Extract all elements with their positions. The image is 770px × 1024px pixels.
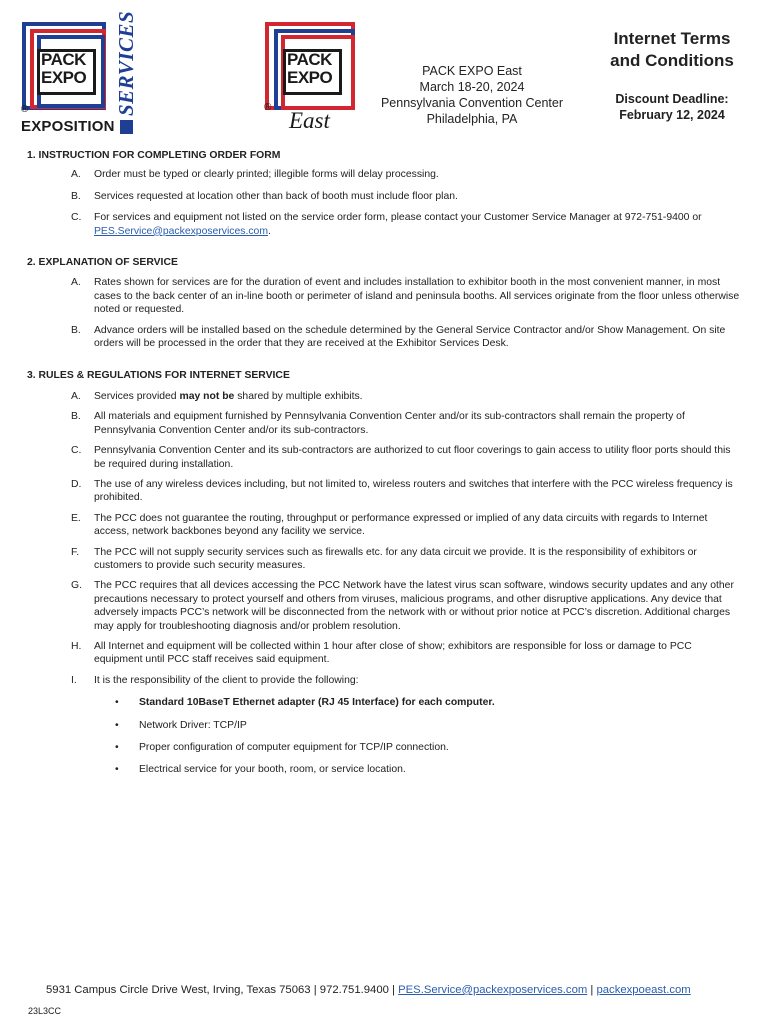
- bullet-item: [115, 719, 743, 732]
- bullet-text: Standard 10BaseT Ethernet adapter (RJ 45 Interface) for each computer.: [139, 697, 495, 709]
- footer-separator: |: [587, 984, 597, 996]
- item-letter: A.: [71, 390, 81, 402]
- item-text: It is the responsibility of the client to provide the following:: [94, 674, 359, 686]
- item-letter: B.: [71, 190, 81, 202]
- item-text: Advance orders will be installed based on the schedule determined by the General Service Contractor and/or Show Management. On site orders will be processed in the order that they are received at the Exhibitor Services Desk.: [94, 324, 726, 350]
- list-item: [27, 512, 743, 539]
- section-2: [27, 256, 743, 350]
- list-item: [27, 640, 743, 667]
- event-info: [364, 63, 580, 127]
- list-item: [27, 168, 743, 181]
- item-text: All Internet and equipment will be collected within 1 hour after close of show; exhibitors are responsible for loss or damage to PCC equipment until PCC staff receives said equipment.: [94, 640, 692, 666]
- event-dates: March 18-20, 2024: [419, 80, 525, 94]
- list-item: [27, 478, 743, 505]
- section-heading: 2. EXPLANATION OF SERVICE: [27, 257, 178, 269]
- section-3: [27, 369, 743, 776]
- event-name: PACK EXPO East: [422, 64, 522, 78]
- bullet-item: [115, 741, 743, 754]
- item-letter: I.: [71, 674, 77, 686]
- item-letter: B.: [71, 324, 81, 336]
- list-item: [27, 674, 743, 687]
- bullet-item: [115, 763, 743, 776]
- item-letter: H.: [71, 640, 82, 652]
- list-item: [27, 324, 743, 351]
- item-text: The PCC does not guarantee the routing, throughput or performance expressed or implied of any data circuits with regards to Internet access, network backbones beyond any facility we service.: [94, 512, 708, 538]
- bullet-dot: •: [115, 719, 119, 731]
- item-text: The use of any wireless devices including, but not limited to, wireless routers and switches that interfere with the PCC wireless frequency is prohibited.: [94, 478, 733, 504]
- page-footer: [46, 984, 691, 996]
- list-item: [27, 276, 743, 316]
- logo-pack-text: PACK: [287, 50, 332, 69]
- footer-email-link[interactable]: PES.Service@packexposervices.com: [398, 984, 588, 996]
- footer-separator: |: [388, 984, 399, 996]
- section-heading: 1. INSTRUCTION FOR COMPLETING ORDER FORM: [27, 150, 281, 161]
- east-script-text: East: [289, 108, 330, 133]
- list-item: [27, 444, 743, 471]
- item-text: The PCC requires that all devices accessing the PCC Network have the latest virus scan software, windows security updates and any other precautions necessary to protect yourself and others from viruses, malicious programs, and other disruptive applications. Any device that adversely impacts PCC’s network will be disconnected from the network with or without prior notice at PCC’s discretion. Additional charges may apply for troubleshooting diagnosis and/or problem resolution.: [94, 580, 734, 632]
- pack-expo-services-logo: [18, 10, 138, 138]
- bullet-dot: •: [115, 742, 119, 753]
- item-letter: B.: [71, 411, 81, 423]
- item-text: All materials and equipment furnished by Pennsylvania Convention Center and/or its sub-contractors shall remain the property of Pennsylvania Convention Center and/or its sub-contractors.: [94, 411, 685, 436]
- exposition-text: EXPOSITION: [21, 118, 115, 135]
- email-link[interactable]: PES.Service@packexposervices.com: [94, 225, 268, 237]
- bullet-text: Proper configuration of computer equipment for TCP/IP connection.: [139, 742, 449, 753]
- form-code: 23L3CC: [28, 1006, 62, 1016]
- pack-expo-east-logo: [263, 20, 363, 138]
- event-city: Philadelphia, PA: [426, 112, 518, 126]
- deadline-date: February 12, 2024: [619, 108, 725, 122]
- item-text-before: For services and equipment not listed on the service order form, please contact your Customer Service Manager at 972-751-9400 or: [94, 212, 702, 224]
- bullet-text: Electrical service for your booth, room, or service location.: [139, 764, 406, 776]
- discount-deadline: [590, 91, 754, 123]
- item-text-before: Services provided: [94, 390, 180, 402]
- item-letter: D.: [71, 478, 82, 490]
- item-text-bold: may not be: [179, 390, 235, 402]
- registered-mark: ®: [264, 102, 272, 113]
- terms-content: [27, 149, 743, 777]
- services-vertical-text: SERVICES: [114, 10, 138, 116]
- event-venue: Pennsylvania Convention Center: [380, 96, 564, 110]
- list-item: [27, 579, 743, 633]
- footer-website-link[interactable]: packexpoeast.com: [596, 984, 691, 996]
- item-letter: F.: [71, 546, 80, 558]
- bullet-text: Network Driver: TCP/IP: [139, 719, 247, 731]
- section-heading: 3. RULES & REGULATIONS FOR INTERNET SERVICE: [27, 370, 290, 382]
- item-letter: G.: [71, 580, 82, 592]
- item-text: Services requested at location other than back of booth must include floor plan.: [94, 190, 458, 202]
- bullet-dot: •: [115, 764, 119, 776]
- list-item: [27, 190, 743, 203]
- logo-pack-text: PACK: [41, 50, 86, 69]
- bullet-item: [115, 696, 743, 709]
- footer-address: 5931 Campus Circle Drive West, Irving, Texas 75063: [46, 984, 311, 996]
- registered-mark: ®: [21, 104, 29, 115]
- list-item: [27, 390, 743, 403]
- blue-square-mark: [120, 120, 133, 134]
- item-text: [94, 390, 743, 403]
- list-item: [27, 410, 743, 437]
- footer-phone: 972.751.9400: [319, 984, 389, 996]
- title-line-1: Internet Terms: [613, 29, 731, 48]
- item-letter: C.: [71, 445, 82, 457]
- item-text: Pennsylvania Convention Center and its sub-contractors are authorized to cut floor coverings to gain access to utility floor ports should this be required during installation.: [94, 445, 731, 470]
- bullet-dot: •: [115, 697, 119, 709]
- logo-expo-text: EXPO: [287, 68, 333, 87]
- item-text-after: shared by multiple exhibits.: [234, 390, 363, 402]
- item-letter: A.: [71, 169, 81, 181]
- logo-expo-text: EXPO: [41, 68, 87, 87]
- item-text: The PCC will not supply security services such as firewalls etc. for any data circuit we provide. It is the responsibility of exhibitors or customers to provide such security measures.: [94, 546, 697, 571]
- list-item: [27, 546, 743, 573]
- item-text: Rates shown for services are for the duration of event and includes installation to exhibitor booth in the most convenient manner, in most cases to the back center of an in-line booth or perimeter of island and peninsula booths. All services originate from the floor unless otherwise noted or requested.: [94, 277, 740, 316]
- item-text-after: .: [267, 225, 271, 237]
- deadline-label: Discount Deadline:: [615, 92, 729, 106]
- item-text: [94, 211, 743, 238]
- section-1: [27, 149, 743, 238]
- item-letter: A.: [71, 277, 81, 289]
- title-line-2: and Conditions: [610, 51, 734, 70]
- item-text: Order must be typed or clearly printed; illegible forms will delay processing.: [94, 169, 439, 181]
- list-item: [27, 211, 743, 238]
- item-letter: E.: [71, 512, 81, 524]
- footer-separator: |: [310, 984, 320, 996]
- item-letter: C.: [71, 212, 82, 224]
- page-title: [590, 28, 754, 72]
